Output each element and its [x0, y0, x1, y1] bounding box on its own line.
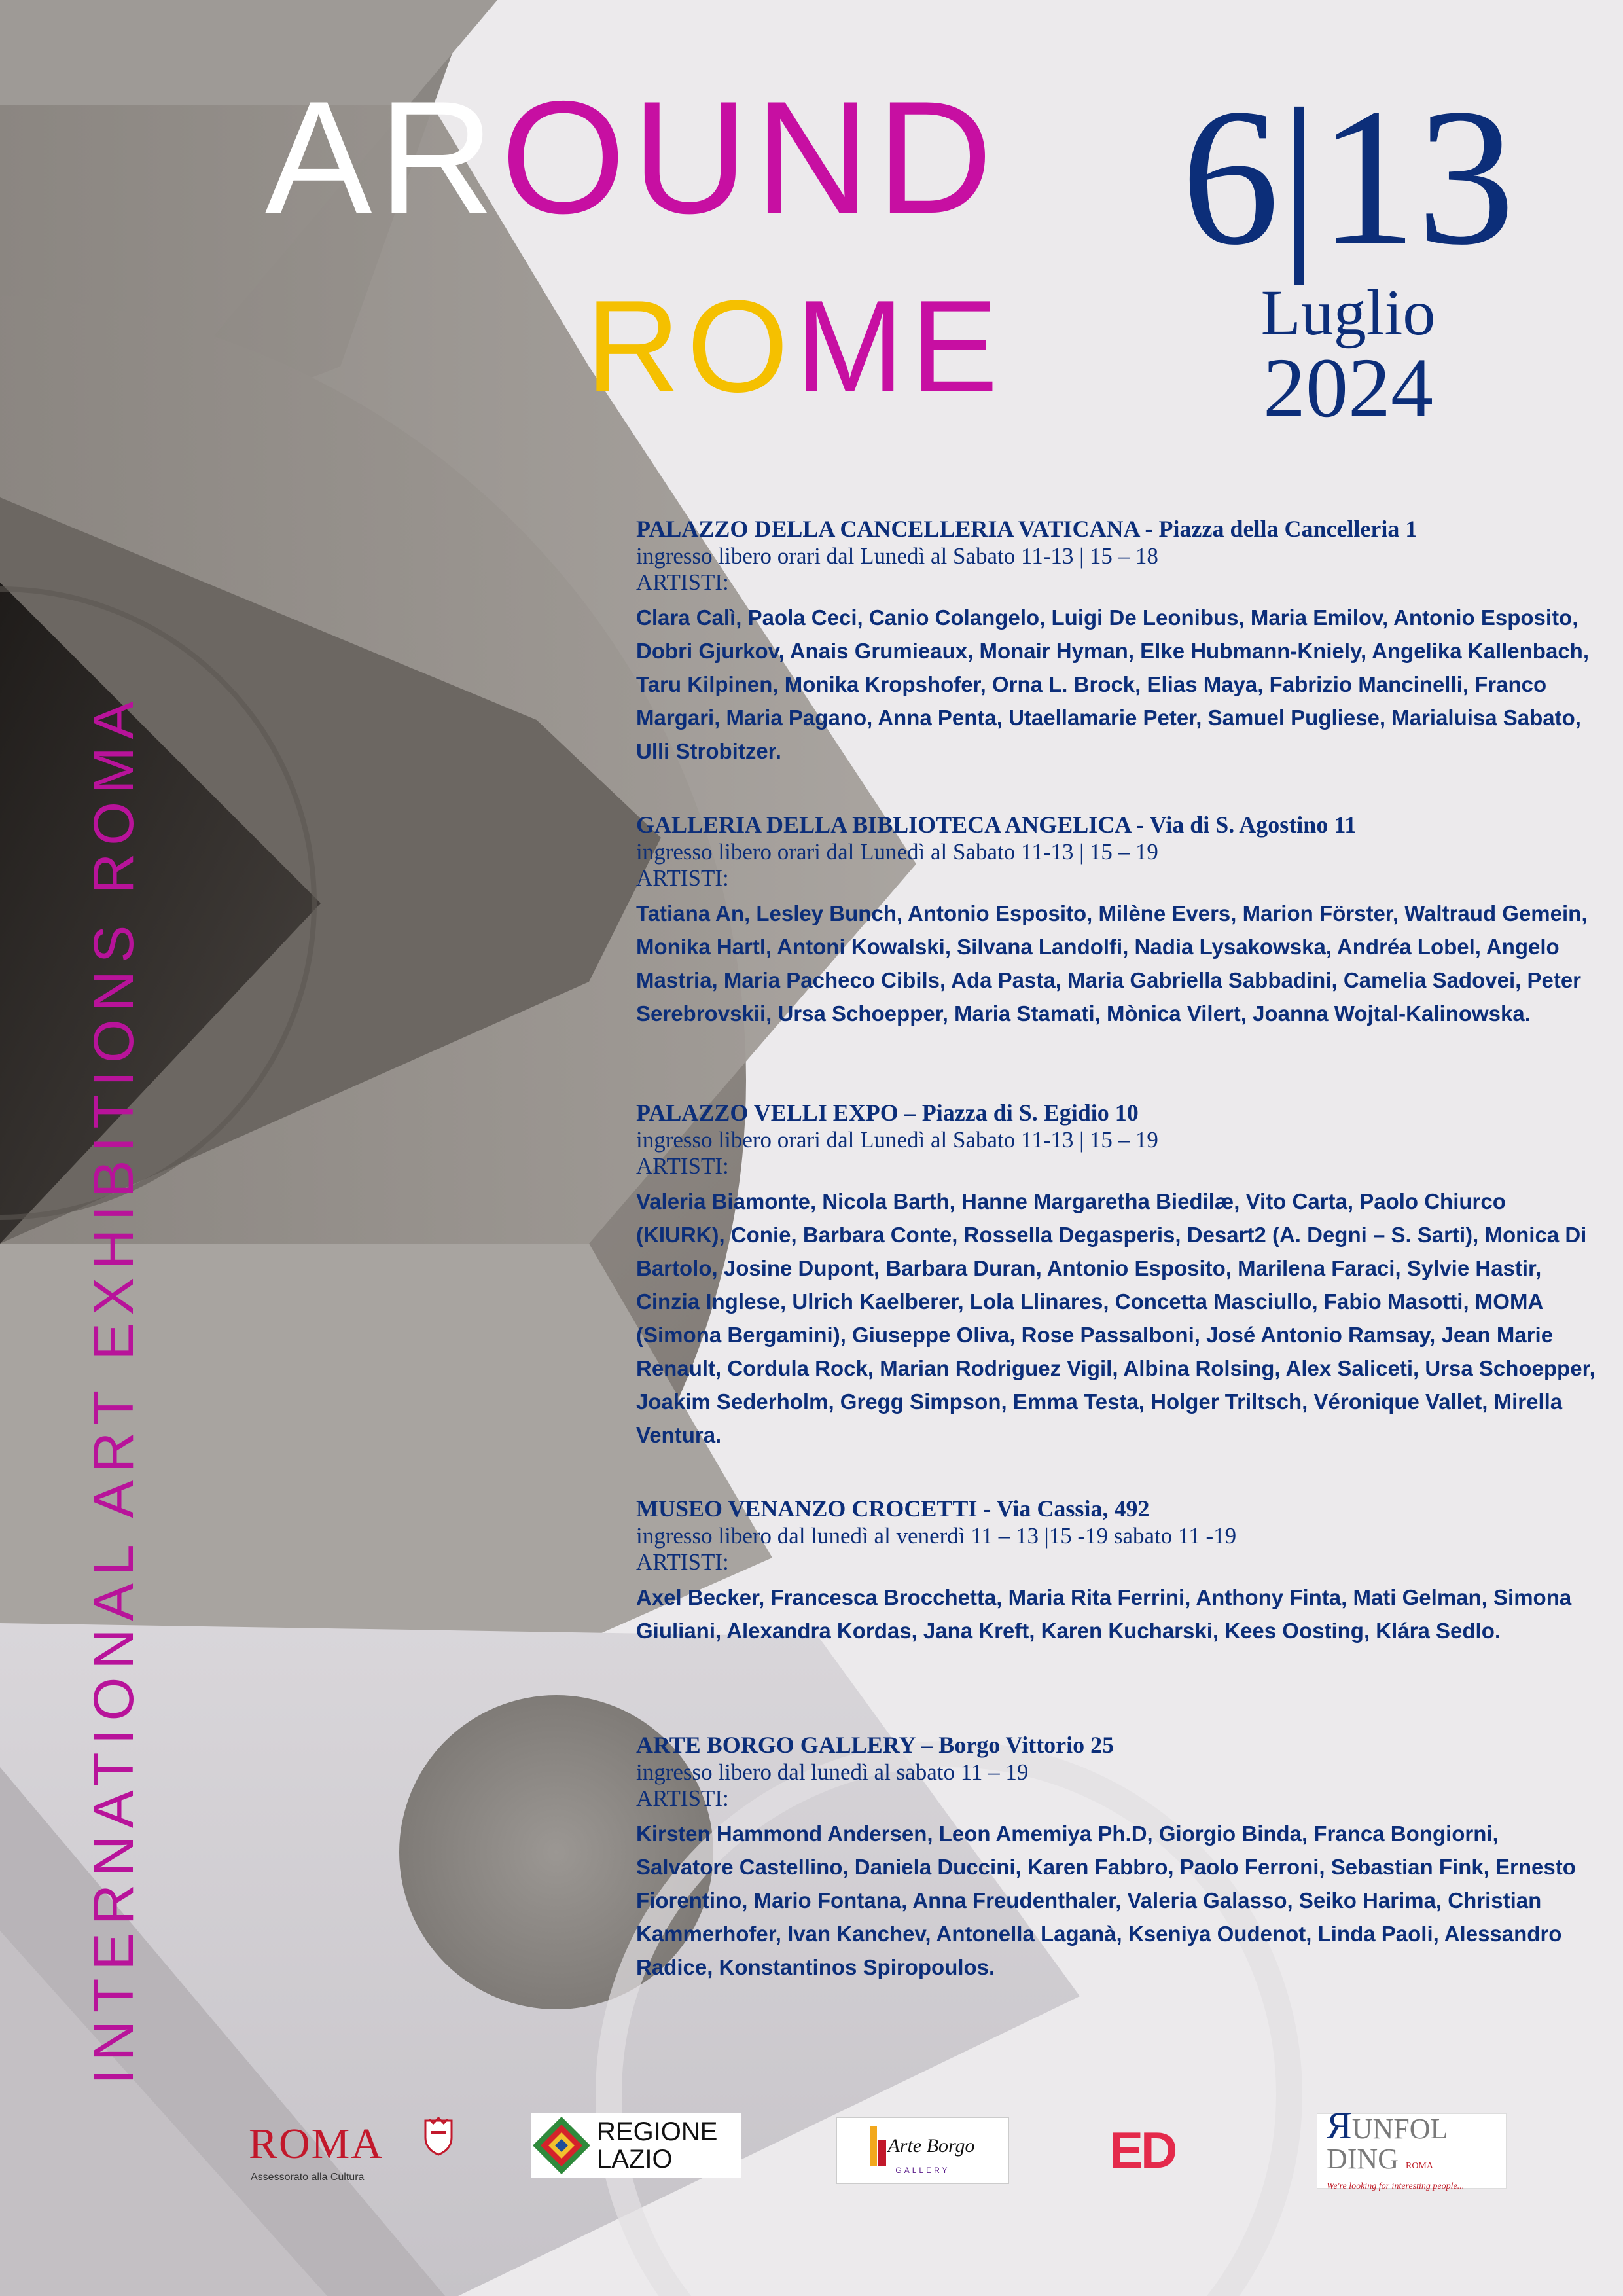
date-month: Luglio: [1260, 276, 1436, 349]
venue-hours: ingresso libero orari dal Lunedì al Sabato 11-13 | 15 – 19: [636, 1127, 1158, 1153]
venue-arte-borgo: [636, 1731, 1605, 1984]
ed-logo: ED: [1109, 2121, 1175, 2179]
artists-list: Clara Calì, Paola Ceci, Canio Colangelo, Luigi De Leonibus, Maria Emilov, Antonio Esposito, Dobri Gjurkov, Anais Grumieaux, Monair Hyman, Elke Hubmann-Kniely, Angelika Kallenbach, Taru Kilpinen, Monika Kropshofer, Orna L. Brock, Elias Maya, Fabrizio Mancinelli, Franco Margari, Maria Pagano, Anna Penta, Utaellamarie Peter, Samuel Pugliese, Marialuisa Sabato, Ulli Strobitzer.: [636, 605, 1589, 763]
date-range: 6|13: [1181, 68, 1516, 285]
venue-hours: ingresso libero orari dal Lunedì al Sabato 11-13 | 15 – 18: [636, 543, 1158, 569]
lazio-line-1: REGIONE: [597, 2117, 718, 2146]
venue-name: ARTE BORGO GALLERY – Borgo Vittorio 25: [636, 1732, 1115, 1758]
roma-logo: ROMA: [249, 2120, 384, 2168]
title-part-ound: OUND: [501, 67, 999, 247]
artists-list: Tatiana An, Lesley Bunch, Antonio Esposito, Milène Evers, Marion Förster, Waltraud Gemein, Monika Hartl, Antoni Kowalski, Silvana Landolfi, Nadia Lysakowska, Andréa Lobel, Angelo Mastria, Maria Pacheco Cibils, Ada Pasta, Maria Gabriella Sabbadini, Camelia Sadovei, Peter Serebrovskii, Ursa Schoepper, Maria Stamati, Mònica Vilert, Joanna Wojtal-Kalinowska.: [636, 901, 1588, 1026]
arte-borgo-subtitle: GALLERY: [895, 2166, 950, 2175]
unfolding-tagline: We're looking for interesting people...: [1327, 2181, 1465, 2191]
artists-label: ARTISTI:: [636, 1549, 729, 1575]
venue-crocetti: [636, 1494, 1605, 1647]
date-year: 2024: [1263, 341, 1433, 435]
title-part-m: M: [795, 274, 911, 420]
venue-name: PALAZZO DELLA CANCELLERIA VATICANA - Piazza della Cancelleria 1: [636, 516, 1418, 542]
roma-logo-subtitle: Assessorato alla Cultura: [251, 2172, 365, 2183]
venue-hours: ingresso libero orari dal Lunedì al Sabato 11-13 | 15 – 19: [636, 839, 1158, 865]
title-rome: [586, 274, 1005, 420]
arte-borgo-mark-icon: [870, 2126, 887, 2166]
artists-list: Kirsten Hammond Andersen, Leon Amemiya Ph.D, Giorgio Binda, Franca Bongiorni, Salvatore Castellino, Daniela Duccini, Karen Fabbro, Paolo Ferroni, Sebastian Fink, Ernesto Fiorentino, Mario Fontana, Anna Freudenthaler, Valeria Galasso, Seiko Harima, Christian Kammerhofer, Ivan Kanchev, Antonella Laganà, Kseniya Oudenot, Linda Paoli, Alessandro Radice, Konstantinos Spiropoulos.: [636, 1821, 1576, 1979]
lazio-emblem-icon: [531, 2115, 592, 2176]
unfolding-part-b: DING: [1327, 2142, 1399, 2175]
venue-hours: ingresso libero dal lunedì al venerdì 11 – 13 |15 -19 sabato 11 -19: [636, 1523, 1237, 1549]
title-part-ro: RO: [586, 274, 795, 420]
venue-angelica: [636, 810, 1605, 1030]
venue-cancelleria: [636, 514, 1605, 768]
artists-label: ARTISTI:: [636, 1785, 729, 1811]
artists-label: ARTISTI:: [636, 865, 729, 891]
title-around: [265, 67, 999, 247]
title-part-ar: AR: [265, 67, 501, 247]
unfolding-wordmark: [1327, 2104, 1506, 2181]
venue-hours: ingresso libero dal lunedì al sabato 11 – 19: [636, 1759, 1029, 1785]
event-dates: [1178, 68, 1518, 435]
artists-label: ARTISTI:: [636, 1153, 729, 1179]
regione-lazio-logo: [531, 2113, 741, 2178]
vertical-title: INTERNATIONAL ART EXHIBITIONS ROMA: [82, 693, 145, 2085]
lazio-line-2: LAZIO: [597, 2145, 673, 2174]
unfolding-roma: ROMA: [1405, 2161, 1433, 2171]
regione-lazio-text: [597, 2118, 717, 2173]
artists-list: Valeria Biamonte, Nicola Barth, Hanne Margaretha Biedilæ, Vito Carta, Paolo Chiurco (KIURK), Conie, Barbara Conte, Rossella Degasperis, Desart2 (A. Degni – S. Sarti), Monica Di Bartolo, Josine Dupont, Barbara Duran, Antonio Esposito, Marilena Faraci, Sylvie Hastir, Cinzia Inglese, Ulrich Kaelberer, Lola Llinares, Concetta Masciullo, Fabio Masotti, MOMA (Simona Bergamini), Giuseppe Oliva, Rose Passalboni, José Antonio Ramsay, Jean Marie Renault, Cordula Rock, Marian Rodriguez Vigil, Albina Rolsing, Alex Saliceti, Ursa Schoepper, Joakim Sederholm, Gregg Simpson, Emma Testa, Holger Triltsch, Véronique Vallet, Mirella Ventura.: [636, 1189, 1596, 1447]
venue-name: PALAZZO VELLI EXPO – Piazza di S. Egidio 10: [636, 1100, 1139, 1126]
unfolding-roma-logo: [1317, 2104, 1507, 2191]
artists-list: Axel Becker, Francesca Brocchetta, Maria Rita Ferrini, Anthony Finta, Mati Gelman, Simona Giuliani, Alexandra Kordas, Jana Kreft, Karen Kucharski, Kees Oosting, Klára Sedlo.: [636, 1585, 1572, 1643]
venue-velli: [636, 1098, 1605, 1452]
arte-borgo-text: Arte Borgo: [887, 2135, 975, 2157]
unfolding-part-a: UNFOL: [1351, 2112, 1447, 2145]
unfolding-r-mark: Я: [1327, 2104, 1352, 2147]
title-part-e: E: [910, 274, 1005, 420]
artists-label: ARTISTI:: [636, 569, 729, 595]
arte-borgo-logo: [836, 2117, 1009, 2184]
venue-name: GALLERIA DELLA BIBLIOTECA ANGELICA - Via di S. Agostino 11: [636, 812, 1357, 838]
venue-name: MUSEO VENANZO CROCETTI - Via Cassia, 492: [636, 1496, 1150, 1522]
roma-shield-icon: [423, 2117, 454, 2156]
